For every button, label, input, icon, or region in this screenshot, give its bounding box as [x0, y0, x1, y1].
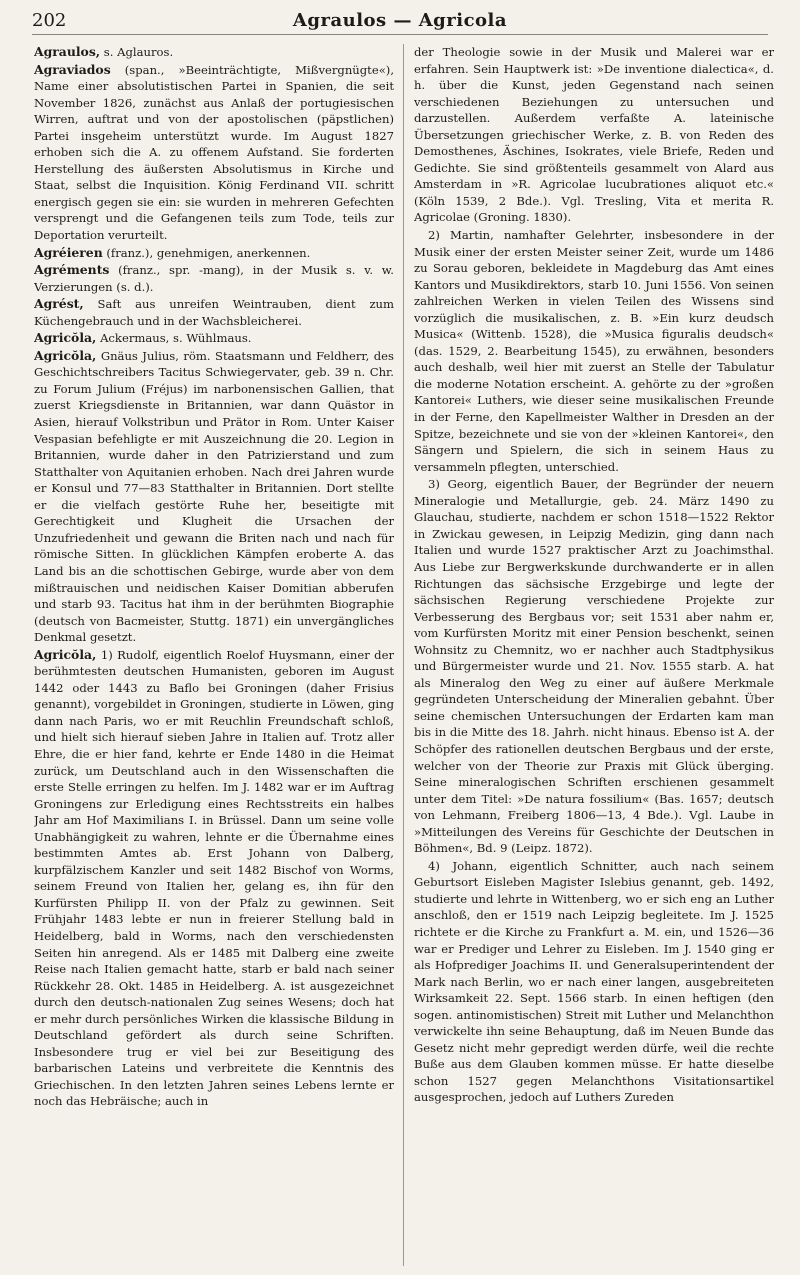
entry-text: 3) Georg, eigentlich Bauer, der Begründer der neuern Mineralogie und Metallurgie, geb. 24. März 1490 zu Glauchau, studierte, nachdem er schon 1518—1522 Rektor in Zwickau gewesen, in Leipzig Medizin, ging dann nach Italien und wurde 1527 praktischer Arzt zu Joachimsthal. Aus Liebe zur Bergwerkskunde durchwanderte er in allen Richtungen das sächsische Erzgebirge und legte der sächsischen Regierung verschiedene Projekte zur Verbesserung des Bergbaus vor; seit 1531 aber nahm er, vom Kurfürsten Moritz mit einer Pension beschenkt, seinen Wohnsitz zu Chemnitz, wo er nachher auch Stadtphysikus und Bürgermeister wurde und 21. Nov. 1555 starb. A. hat als Mineralog den Weg zu einer auf äußere Merkmale gegründeten Unterscheidung der Mineralien gebahnt. Über seine chemischen Untersuchungen der Erdarten kam man bis in die Mitte des 18. Jahrh. nicht hinaus. Ebenso ist A. der Schöpfer des rationellen deutschen Bergbaus und der erste, welcher von der Theorie zur Praxis mit Glück überging. Seine mineralogischen Schriften erschienen gesammelt unter dem Titel: »De natura fossilium« (Bas. 1657; deutsch von Lehmann, Freiberg 1806—13, 4 Bde.). Vgl. Laube in »Mitteilungen des Vereins für Geschichte der Deutschen in Böhmen«, Bd. 9 (Leipz. 1872). [414, 477, 774, 856]
entry-text: s. Aglauros. [103, 45, 174, 59]
entry-text: Ackermaus, s. Wühlmaus. [100, 331, 252, 346]
entry-agricola-ackermaus [34, 330, 394, 347]
entry-agraviados [34, 62, 394, 244]
entry-text: 4) Johann, eigentlich Schnitter, auch nach seinem Geburtsort Eisleben Magister Islebius genannt, geb. 1492, studierte und lehrte in Wittenberg, wo er sich eng an Luther anschloß, den er 1519 nach Leipzig begleitete. Im J. 1525 richtete er die Kirche zu Frankfurt a. M. ein, und 1526—36 war er Prediger und Lehrer zu Eisleben. Im J. 1540 ging er als Hofprediger Joachims II. und Generalsuperintendent der Mark nach Berlin, wo er nach einer langen, ausgebreiteten Wirksamkeit 22. Sept. 1566 starb. In einen heftigen (den sogen. antinomistischen) Streit mit Luther und Melanchthon verwickelte ihn seine Behauptung, daß im Neuen Bunde das Gesetz nicht mehr gepredigt werden dürfe, weil die rechte Buße aus dem Glauben kommen müsse. Er hatte dieselbe schon 1527 gegen Melanchthons Visitationsartikel ausgesprochen, jedoch auf Luthers Zureden [414, 858, 774, 1105]
entry-text: Saft aus unreifen Weintrauben, dient zum Küchengebrauch und in der Wachsbleicherei. [34, 297, 394, 328]
entry-continuation [414, 44, 774, 226]
running-title: Agraulos — Agricola [292, 10, 508, 31]
entry-agreieren [34, 245, 394, 262]
entry-headword: Agrést, [34, 296, 84, 312]
entry-agrest [34, 296, 394, 329]
entry-headword: Agraulos, [34, 44, 101, 59]
entry-text: Gnäus Julius, röm. Staatsmann und Feldherr, des Geschichtschreibers Tacitus Schwiegervater, geb. 39 n. Chr. zu Forum Julium (Fréjus) im narbonensischen Gallien, that zuerst Kriegsdienste in Britannien, war dann Quästor in Asien, hierauf Volkstribun und Prätor in Rom. Unter Kaiser Vespasian befehligte er mit Auszeichnung die 20. Legion in Britannien, wurde daher in den Patrizierstand und zum Statthalter von Aquitanien erhoben. Nach drei Jahren wurde er Konsul und 77—83 Statthalter in Britannien. Dort stellte er die vielfach gestörte Ruhe her, beseitigte mit Gerechtigkeit und Klugheit die Ursachen der Unzufriedenheit und gewann die Briten nach und nach für römische Sitten. In glücklichen Kämpfen eroberte A. das Land bis an die schottischen Gebirge, wurde aber von dem mißtrauischen und neidischen Kaiser Domitian abberufen und starb 93. Tacitus hat ihm in der berühmten Biographie (deutsch von Bacmeister, Stuttg. 1871) ein unvergängliches Denkmal gesetzt. [34, 348, 394, 645]
entry-headword: Agraviados [34, 61, 111, 77]
right-column [414, 44, 774, 1266]
entry-headword: Agricŏla, [34, 646, 97, 662]
entry-text: (span., »Beeinträchtigte, Mißvergnügte«), Name einer absolutistischen Partei in Spanien, die seit November 1826, zunächst aus Anlaß der portugiesischen Wirren, auftrat und von der apostolischen (päpstlichen) Partei insgeheim unterstützt wurde. Im August 1827 erhoben sich die A. zu offenem Aufstand. Sie forderten Herstellung des äußersten Absolutismus in Kirche und Staat, selbst die Inquisition. König Ferdinand VII. schritt energisch gegen sie ein: sie wurden in mehreren Gefechten versprengt und die Gefangenen teils zum Tode, teils zur Deportation verurteilt. [34, 62, 394, 243]
entry-text: (franz., spr. -mang), in der Musik s. v. w. Verzierungen (s. d.). [34, 263, 394, 294]
left-column [34, 44, 394, 1266]
entry-agricola-johann [414, 858, 774, 1106]
entry-agraulos [34, 44, 394, 61]
entry-text: 2) Martin, namhafter Gelehrter, insbesondere in der Musik einer der ersten Meister seiner Zeit, wurde um 1486 zu Sorau geboren, bekleidete in Magdeburg das Amt eines Kantors und Musikdirektors, starb 10. Juni 1556. Von seinen zahlreichen Werken in vielen Teilen des Wissens sind vorzüglich die musikalischen, z. B. »Ein kurz deudsch Musica« (Wittenb. 1528), die »Musica figuralis deudsch« (das. 1529, 2. Bearbeitung 1545), zu erwähnen, besonders auch deshalb, weil hier mit zuerst an Stelle der Tabulatur die moderne Notation erscheint. A. gehörte zu der »großen Kantorei« Luthers, wie dieser seine musikalischen Freunde in der Ferne, den Kapellmeister Walther in Dresden an der Spitze, bezeichnete und sie von der »kleinen Kantorei«, den Sängern und Spielern, die sich in seinem Haus zu versammeln pflegten, unterschied. [414, 228, 774, 474]
page-number: 202 [32, 10, 67, 31]
entry-agricola-gnaeus-julius [34, 348, 394, 646]
column-divider [403, 44, 404, 1266]
entry-headword: Agréieren [34, 244, 103, 260]
entry-headword: Agricŏla, [34, 347, 97, 363]
entry-agricola-georg [414, 476, 774, 857]
entry-headword: Agréments [34, 262, 110, 278]
entry-agrements [34, 262, 394, 295]
entry-agricola-martin [414, 227, 774, 475]
page-header [32, 8, 768, 35]
entry-text: der Theologie sowie in der Musik und Malerei war er erfahren. Sein Hauptwerk ist: »De inventione dialectica«, d. h. über die Kunst, jeden Gegenstand nach seinen verschiedenen Beziehungen zu untersuchen und darzustellen. Außerdem verfaßte A. lateinische Übersetzungen griechischer Werke, z. B. von Reden des Demosthenes, Äschines, Isokrates, viele Briefe, Reden und Gedichte. Sie sind größtenteils gesammelt von Alard aus Amsterdam in »R. Agricolae lucubrationes aliquot etc.« (Köln 1539, 2 Bde.). Vgl. Tresling, Vita et merita R. Agricolae (Groning. 1830). [414, 45, 774, 225]
entry-headword: Agricŏla, [34, 330, 97, 346]
entry-text: (franz.), genehmigen, anerkennen. [106, 245, 311, 260]
entry-text: 1) Rudolf, eigentlich Roelof Huysmann, einer der berühmtesten deutschen Humanisten, geboren im August 1442 oder 1443 zu Baflo bei Groningen (daher Frisius genannt), vorgebildet in Groningen, studierte in Löwen, ging dann nach Paris, wo er mit Reuchlin Freundschaft schloß, und hielt sich hierauf sieben Jahre in Italien auf. Trotz aller Ehre, die er hier fand, kehrte er Ende 1480 in die Heimat zurück, um Deutschland auch in den Wissenschaften die erste Stelle erringen zu helfen. Im J. 1482 war er im Auftrag Groningens zur Erledigung eines Rechtsstreits ein halbes Jahr am Hof Maximilians I. in Brüssel. Dann um seine volle Unabhängigkeit zu wahren, lehnte er die Übernahme eines bestimmten Amtes ab. Erst Johann von Dalberg, kurpfälzischem Kanzler und seit 1482 Bischof von Worms, seinem Freund von Italien her, gelang es, ihn für den Kurfürsten Philipp II. von der Pfalz zu gewinnen. Seit Frühjahr 1483 lebte er nun in freierer Stellung bald in Heidelberg, bald in Worms, nach den verschiedensten Seiten hin anregend. Als er 1485 mit Dalberg eine zweite Reise nach Italien gemacht hatte, starb er bald nach seiner Rückkehr 28. Okt. 1485 in Heidelberg. A. ist ausgezeichnet durch den deutsch-nationalen Zug seines Wesens; doch hat er mehr durch persönliches Wirken die klassische Bildung in Deutschland gefördert als durch seine Schriften. Insbesondere trug er viel bei zur Beseitigung des barbarischen Lateins und verbreitete die Kenntnis des Griechischen. In den letzten Jahren seines Lebens lernte er noch das Hebräische; auch in [34, 647, 394, 1109]
entry-agricola-rudolf [34, 647, 394, 1110]
